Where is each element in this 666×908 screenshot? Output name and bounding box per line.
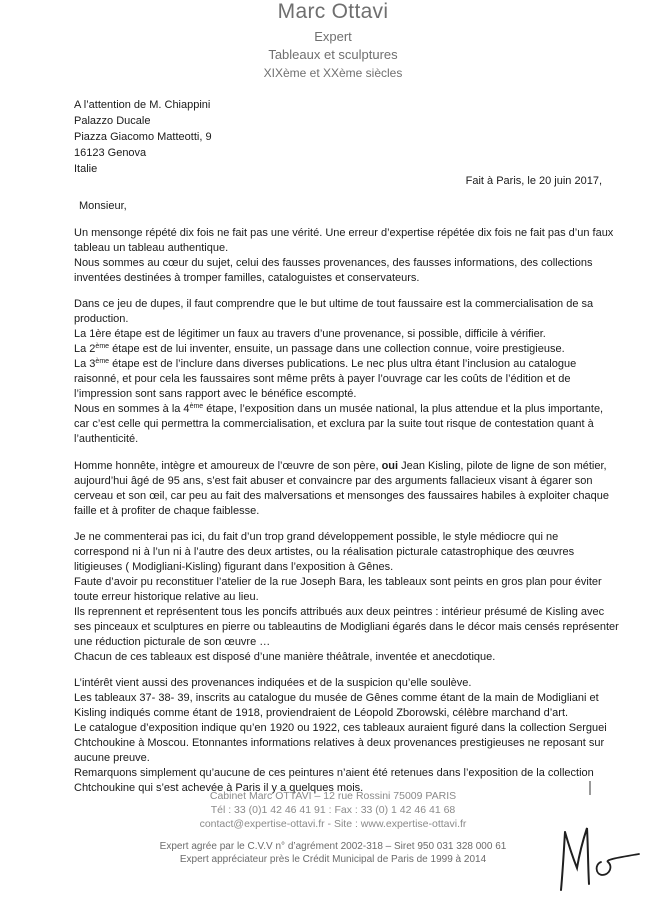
text-run: La 3 <box>74 358 96 370</box>
paragraph-line: L’intérêt vient aussi des provenances indiquées et de la suspicion qu’elle soulève. <box>74 677 472 689</box>
signature-initials <box>555 818 645 898</box>
paragraph-line: faille et à profiter de chaque faiblesse. <box>74 505 260 517</box>
text-run: étape est de lui inventer, ensuite, un passage dans une collection connue, voire prestigieuse. <box>109 343 565 355</box>
paragraph-line: aucune preuve. <box>74 752 150 764</box>
paragraph-line: Chtchoukine qui s’est achevée à Paris il y a quelques mois. <box>74 782 364 794</box>
paragraph-line: La 1ère étape est de légitimer un faux au travers d’une provenance, si possible, difficile à vérifier. <box>74 328 546 340</box>
text-run: étape, l’exposition dans un musée national, la plus attendue et la plus importante, <box>203 403 604 415</box>
paragraph-line: Chacun de ces tableaux est disposé d’une manière théâtrale, inventée et anecdotique. <box>74 651 496 663</box>
paragraph-line: Nous sommes au cœur du sujet, celui des fausses provenances, des fausses informations, des collections <box>74 257 593 269</box>
paragraph-line: Remarquons simplement qu’aucune de ces peintures n’aient été retenues dans l’exposition de la collection <box>74 767 594 779</box>
paragraph-line: litigieuses ( Modigliani-Kisling) figurant dans l’exposition à Gênes. <box>74 561 394 573</box>
salutation: Monsieur, <box>79 200 127 212</box>
paragraph-line: Je ne commenterai pas ici, du fait d’un trop grand développement possible, le style médiocre qui ne <box>74 531 559 543</box>
footer-address: Cabinet Marc OTTAVI – 12 rue Rossini 75009 PARIS <box>209 790 457 802</box>
paragraph-line <box>74 402 603 418</box>
recipient-line: Piazza Giacomo Matteotti, 9 <box>74 131 212 143</box>
paragraph-line <box>74 459 607 475</box>
paragraph-line: Ils reprennent et représentent tous les poncifs attribués aux deux peintres : intérieur présumé de Kisling avec <box>74 606 605 618</box>
paragraph-line: toute erreur historique relative au lieu. <box>74 591 259 603</box>
letterhead-name: Marc Ottavi <box>277 0 389 23</box>
superscript: ème <box>95 358 110 365</box>
paragraph-line: tableau un tableau authentique. <box>74 242 229 254</box>
text-run: La 2 <box>74 343 96 355</box>
paragraph-line: Les tableaux 37- 38- 39, inscrits au catalogue du musée de Gênes comme étant de la main de Modigliani et <box>74 692 599 704</box>
paragraph-line: l’authenticité. <box>74 433 139 445</box>
letter-date: Fait à Paris, le 20 juin 2017, <box>465 175 602 187</box>
margin-mark <box>589 781 591 795</box>
paragraph-line: Chtchoukine à Moscou. Etonnantes informations relatives à deux provenances prestigieuses ne reposant sur <box>74 737 605 749</box>
paragraph-line: l’impression sont sans rapport avec le bénéfice escompté. <box>74 388 357 400</box>
recipient-line: Palazzo Ducale <box>74 115 151 127</box>
letterhead-title: Expert <box>314 29 352 44</box>
text-run: Nous en sommes à la 4 <box>74 403 190 415</box>
paragraph-line <box>74 357 576 373</box>
paragraph-line: correspond ni à l’un ni à l’autre des deux artistes, ou la réalisation picturale catastrophique des œuvres <box>74 546 575 558</box>
recipient-line: 16123 Genova <box>74 147 147 159</box>
paragraph-line: inventées destinées à tromper familles, cataloguistes et conservateurs. <box>74 272 420 284</box>
text-run: Homme honnête, intègre et amoureux de l’œuvre de son père, <box>74 460 382 472</box>
paragraph-line: aujourd’hui âgé de 95 ans, s’est fait abuser et convaincre par des arguments fallacieux visant à égarer son <box>74 475 593 487</box>
letterhead-specialty: Tableaux et sculptures <box>268 47 398 62</box>
recipient-line: A l’attention de M. Chiappini <box>74 99 211 111</box>
footer-appraiser: Expert appréciateur près le Crédit Municipal de Paris de 1999 à 2014 <box>179 854 487 865</box>
superscript: ème <box>95 343 110 350</box>
letterhead-centuries: XIXème et XXème siècles <box>263 66 403 80</box>
bold-word: oui <box>381 460 399 472</box>
paragraph-line: Kisling indiqués comme étant de 1918, proviendraient de Léopold Zborowski, célèbre marchand d’art. <box>74 707 569 719</box>
footer-agreement: Expert agrée par le C.V.V n° d’agrément 2002-318 – Siret 950 031 328 000 61 <box>159 841 507 852</box>
paragraph-line: Un mensonge répété dix fois ne fait pas une vérité. Une erreur d’expertise répétée dix fois ne fait pas d’un faux <box>74 227 614 239</box>
paragraph-line: production. <box>74 313 129 325</box>
paragraph-line: une réduction picturale de son œuvre … <box>74 636 271 648</box>
footer-phone: Tél : 33 (0)1 42 46 41 91 : Fax : 33 (0) 1 42 46 41 68 <box>210 804 456 816</box>
paragraph-line: Le catalogue d’exposition indique qu’en 1920 ou 1922, ces tableaux auraient figuré dans la collection Serguei <box>74 722 607 734</box>
paragraph-line: car c’est celle qui permettra la commercialisation, et exclura par la suite tout risque de contestation quant à <box>74 418 594 430</box>
paragraph-line: Dans ce jeu de dupes, il faut comprendre que le but ultime de tout faussaire est la commercialisation de sa <box>74 298 594 310</box>
recipient-line: Italie <box>74 163 98 175</box>
text-run: Jean Kisling, pilote de ligne de son métier, <box>398 460 607 472</box>
paragraph-line: ses pinceaux et sculptures en pierre ou tableautins de Modigliani égarés dans le décor mais censés représenter <box>74 621 619 633</box>
paragraph-line: Faute d’avoir pu reconstituer l’atelier de la rue Joseph Bara, les tableaux sont peints en gros plan pour éviter <box>74 576 602 588</box>
paragraph-line: raisonné, et pour cela les faussaires sont même prêts à payer l’ouvrage car les coûts de l’édition et de <box>74 373 571 385</box>
text-run: étape est de l’inclure dans diverses publications. Le nec plus ultra étant l’inclusion au catalogue <box>109 358 577 370</box>
superscript: ème <box>189 403 204 410</box>
footer-contact: contact@expertise-ottavi.fr - Site : www.expertise-ottavi.fr <box>199 818 467 830</box>
paragraph-line: cerveau et son œil, car peu au fait des malversations et mensonges des faussaires habiles à exploiter chaque <box>74 490 610 502</box>
paragraph-line <box>74 342 565 358</box>
